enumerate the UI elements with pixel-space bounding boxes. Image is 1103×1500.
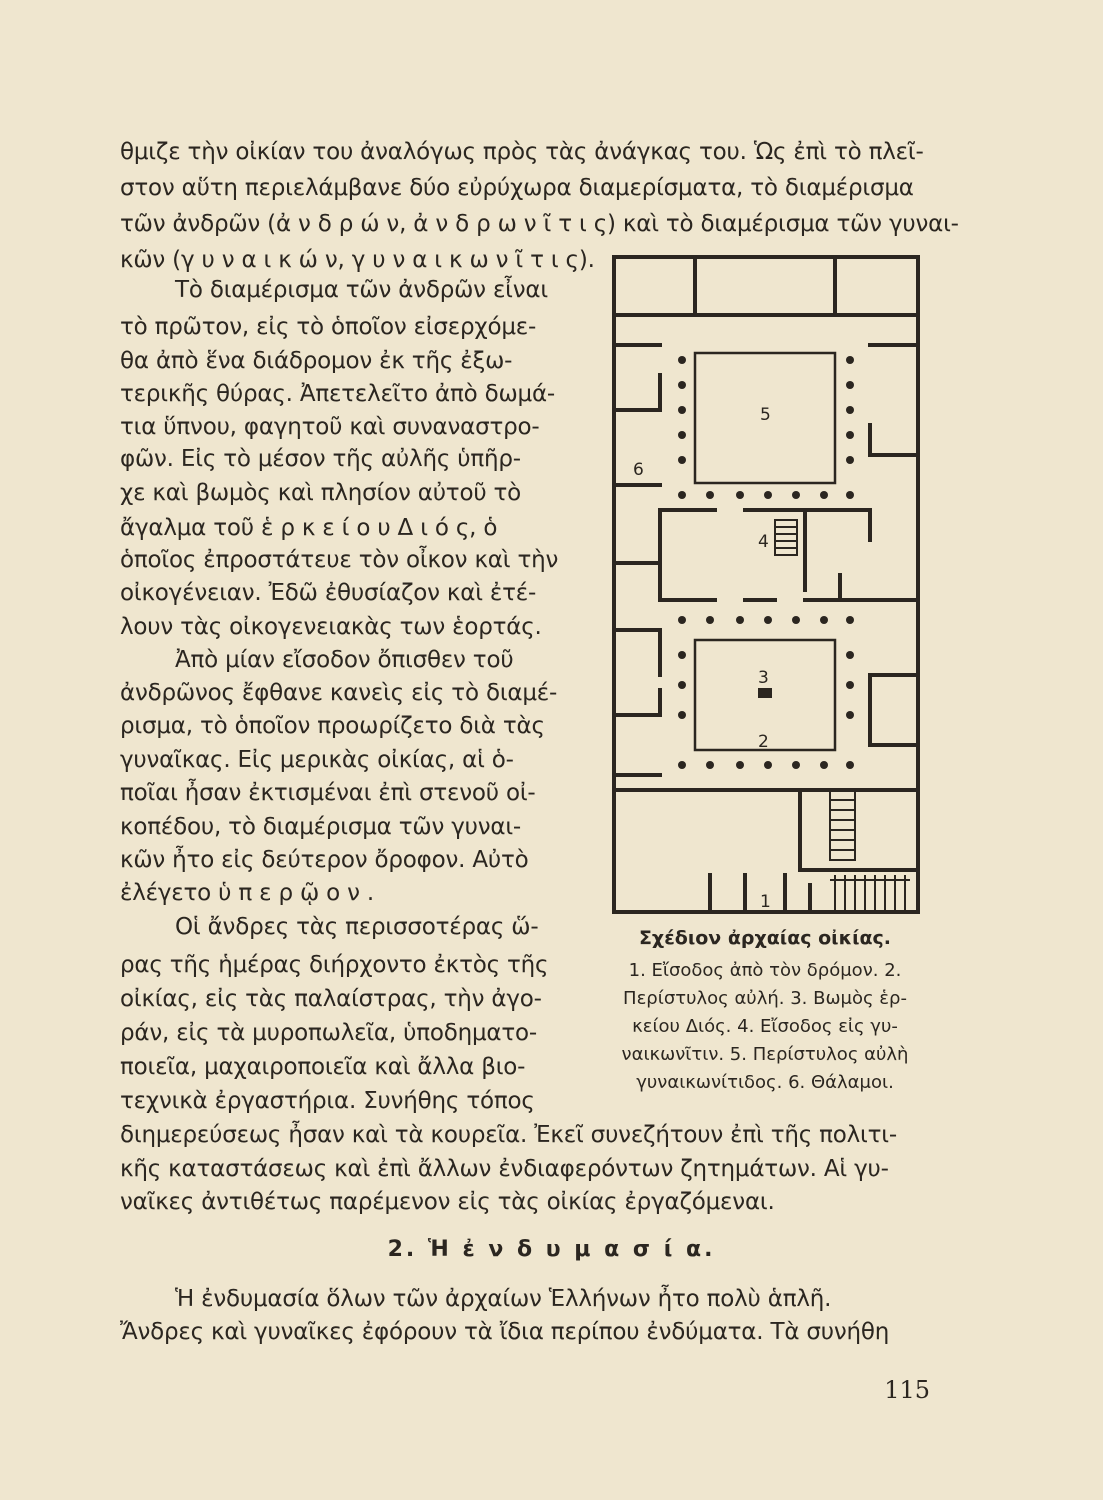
text-line: οἰκίας, εἰς τὰς παλαίστρας, τὴν ἀγο- [120, 986, 542, 1012]
plan-label-2: 2 [758, 732, 769, 752]
text-line: κῆς καταστάσεως καὶ ἐπὶ ἄλλων ἐνδιαφερόντων ζητημάτων. Αἱ γυ- [120, 1156, 889, 1182]
text-line: ὁποῖος ἐπροστάτευε τὸν οἶκον καὶ τὴν [120, 547, 559, 573]
text-line: Τὸ διαμέρισμα τῶν ἀνδρῶν εἶναι [175, 277, 548, 303]
text-line: στον αὕτη περιελάμβανε δύο εὐρύχωρα διαμερίσματα, τὸ διαμέρισμα [120, 175, 914, 201]
figure-caption-line: 1. Εἴσοδος ἀπὸ τὸν δρόμον. 2. [628, 960, 902, 981]
plan-label-4: 4 [758, 532, 769, 552]
page-number: 115 [884, 1376, 930, 1404]
figure-caption-line: ναικωνῖτιν. 5. Περίστυλος αὐλὴ [621, 1044, 909, 1065]
text-line: οἰκογένειαν. Ἐδῶ ἐθυσίαζον καὶ ἐτέ- [120, 580, 537, 606]
text-line: θα ἀπὸ ἕνα διάδρομον ἐκ τῆς ἐξω- [120, 348, 513, 374]
text-line: τερικῆς θύρας. Ἀπετελεῖτο ἀπὸ δωμά- [120, 381, 556, 407]
text-line: κῶν ἦτο εἰς δεύτερον ὄροφον. Αὐτὸ [120, 847, 529, 873]
text-line: κοπέδου, τὸ διαμέρισμα τῶν γυναι- [120, 814, 522, 840]
text-line: διημερεύσεως ἦσαν καὶ τὰ κουρεῖα. Ἐκεῖ συνεζήτουν ἐπὶ τῆς πολιτι- [120, 1122, 897, 1148]
text-line: Ἡ ἐνδυμασία ὅλων τῶν ἀρχαίων Ἑλλήνων ἦτο πολὺ ἁπλῆ. [175, 1286, 832, 1312]
text-line: ἀνδρῶνος ἔφθανε κανεὶς εἰς τὸ διαμέ- [120, 680, 558, 706]
text-line: τὸ πρῶτον, εἰς τὸ ὁποῖον εἰσερχόμε- [120, 314, 537, 340]
plan-label-1: 1 [760, 892, 771, 912]
text-line: ποῖαι ἦσαν ἐκτισμέναι ἐπὶ στενοῦ οἰ- [120, 780, 536, 806]
section-heading: 2. Ἡ ἐ ν δ υ μ α σ ί α. [387, 1237, 716, 1262]
text-line: ἄγαλμα τοῦ ἑ ρ κ ε ί ο υ Δ ι ό ς, ὁ [120, 515, 498, 541]
text-line: γυναῖκας. Εἰς μερικὰς οἰκίας, αἱ ὁ- [120, 747, 514, 773]
text-line: τεχνικὰ ἐργαστήρια. Συνήθης τόπος [120, 1088, 535, 1114]
text-line: ρας τῆς ἡμέρας διήρχοντο ἐκτὸς τῆς [120, 952, 549, 978]
plan-label-3: 3 [758, 668, 769, 688]
text-line: ναῖκες ἀντιθέτως παρέμενον εἰς τὰς οἰκίας ἐργαζόμεναι. [120, 1189, 775, 1215]
text-line: Ἄνδρες καὶ γυναῖκες ἐφόρουν τὰ ἴδια περίπου ἐνδύματα. Τὰ συνήθη [120, 1319, 890, 1345]
text-line: τια ὕπνου, φαγητοῦ καὶ συναναστρο- [120, 414, 540, 440]
plan-label-6: 6 [633, 460, 644, 480]
text-line: ρισμα, τὸ ὁποῖον προωρίζετο διὰ τὰς [120, 713, 545, 739]
figure-caption-title: Σχέδιον ἀρχαίας οἰκίας. [638, 927, 892, 949]
text-line: θμιζε τὴν οἰκίαν του ἀναλόγως πρὸς τὰς ἀνάγκας του. Ὡς ἐπὶ τὸ πλεῖ- [120, 139, 924, 165]
text-line: Ἀπὸ μίαν εἴσοδον ὄπισθεν τοῦ [175, 647, 514, 673]
text-line: Οἱ ἄνδρες τὰς περισσοτέρας ὥ- [175, 914, 539, 940]
text-line: κῶν (γ υ ν α ι κ ώ ν, γ υ ν α ι κ ω ν ῖ τ ι ς). [120, 247, 595, 273]
text-line: χε καὶ βωμὸς καὶ πλησίον αὐτοῦ τὸ [120, 480, 522, 506]
house-floor-plan [600, 245, 930, 920]
figure-caption-line: Περίστυλος αὐλή. 3. Βωμὸς ἑρ- [623, 988, 907, 1009]
figure-caption-line: κείου Διός. 4. Εἴσοδος εἰς γυ- [632, 1016, 898, 1037]
text-line: τῶν ἀνδρῶν (ἀ ν δ ρ ώ ν, ἀ ν δ ρ ω ν ῖ τ ι ς) καὶ τὸ διαμέρισμα τῶν γυναι- [120, 211, 959, 237]
figure-caption-line: γυναικωνίτιδος. 6. Θάλαμοι. [636, 1072, 894, 1093]
text-line: ποιεῖα, μαχαιροποιεῖα καὶ ἄλλα βιο- [120, 1054, 526, 1080]
text-line: φῶν. Εἰς τὸ μέσον τῆς αὐλῆς ὑπῆρ- [120, 446, 521, 472]
text-line: ράν, εἰς τὰ μυροπωλεῖα, ὑποδηματο- [120, 1020, 537, 1046]
text-line: ἐλέγετο ὑ π ε ρ ῷ ο ν . [120, 880, 375, 906]
text-line: λουν τὰς οἰκογενειακὰς των ἑορτάς. [120, 614, 542, 640]
plan-label-5: 5 [760, 405, 771, 425]
